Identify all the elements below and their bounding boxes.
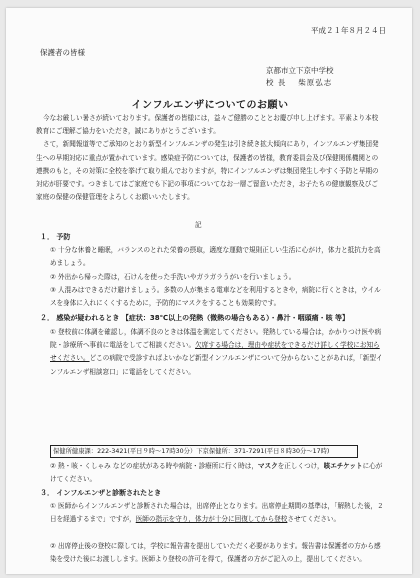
section-2-item-1-text-2: どこの病院で受診すればよいかなど新型インフルエンザについて分からないことがあれば，「新型インフルエンザ相談窓口」に電話をしてください。: [50, 354, 383, 376]
recipient-line: 保護者の皆様: [40, 48, 85, 57]
section-3-item-1: [50, 500, 386, 526]
section-2-item-2-text-3: に心がけてください。: [50, 462, 383, 484]
section-2-item-2-text: ② 熱・咳・くしゃみ などの症状がある時や病院・診療所に行く時は，: [50, 462, 258, 470]
document-date: 平成２１年８月２４日: [311, 26, 386, 35]
section-3-item-2: ② 出席停止後の登校に際しては，学校に報告書を提出していただく必要があります。報告書は保護者の方から感染を受けた後にお渡しします。医師より登校の許可を得て，保護者の方がご記入の上，提出してください。: [50, 542, 381, 564]
absence-notice-underlined: 欠席する場合は，理由や症状をできるだけ詳しく学校にお知らせください。: [50, 341, 380, 363]
mask-emphasis: マスク: [257, 462, 278, 470]
section-1-heading: １． 予防: [40, 233, 71, 241]
section-2-heading: ２． 感染が疑われるとき 【症状：38℃以上の発熱（微熱の場合もある）・鼻汁・咽頭痛・咳 等】: [40, 314, 350, 322]
section-1-item-1: ① 十分な休養と睡眠，バランスのとれた栄養の摂取，適度な運動で規則正しい生活に心がけ，体力と抵抗力を高めましょう。: [50, 246, 381, 268]
section-3-heading: ３． インフルエンザと診断されたとき: [40, 489, 162, 497]
section-2-item-2: [50, 460, 386, 486]
document-title: インフルエンザについてのお願い: [131, 100, 289, 111]
section-1-item-3: ③ 人混みはできるだけ避けましょう。多数の人が集まる電車などを利用するときや，病院に行くときは，ウイルスを身体に入れにくくするために，予防的にマスクをすることも効果的です。: [50, 286, 381, 308]
doctor-instruction-underlined: 医師の指示を守り，体力が十分に回復してから登校: [135, 515, 288, 524]
section-3-item-1-text-2: させてください。: [287, 515, 341, 524]
section-3-item-1-text: ① 医師からインフルエンザと診断された場合は，出席停止となります。出席停止期間の基準は，「解熱した後，２日を経過するまで」ですが，: [50, 502, 384, 524]
school-name: 京都市立下京中学校: [266, 66, 334, 75]
section-2-item-2-text-2: を正しくつけ，: [277, 462, 324, 470]
ki-marker: 記: [195, 221, 202, 229]
intro-paragraph-1: 今なお厳しい暑さが続いております。保護者の皆様には，益々ご健勝のこととお慶び申し上げます。平素より本校教育にご理解ご協力をいただき，誠にありがとうございます。: [36, 114, 379, 136]
intro-text: [36, 112, 384, 204]
cough-etiquette-emphasis: 咳エチケット: [323, 462, 363, 470]
contact-info-box: 保健所健康課：222-3421(平日９時～17時30分）下京保健所：371-7291(平日８時30分～17時): [50, 445, 358, 458]
section-2-item-1: [50, 326, 386, 379]
principal-name: 校 長 柴原弘志: [266, 78, 333, 87]
section-1-item-2: ② 外出から帰った際は，石けんを使った手洗いやガラガラうがいを行いましょう。: [50, 273, 296, 281]
intro-paragraph-2: さて，新聞報道等でご承知のとおり新型インフルエンザの発生は引き続き拡大傾向にあり，インフルエンザ集団発生への早期対応に重点が置かれています。感染症予防については，保護者の皆様，教育委員会及び保健関係機関との連携のもと，その対策に全校を挙げて取り組んでおりますが，特にインフルエンザは集団発生しやすく予防と早期の対応が肝要です。つきましてはご家庭でも下記の事項についてなお一層ご留意いただき，お子たちの健康観察及びご家庭の保健の保健管理をよろしくお願いいたします。: [36, 140, 379, 202]
section-2-item-1-text: ① 登校前に体調を確認し，体調不良のときは体温を測定してください。発熱している場合は，かかりつけ医や病院・診療所へ事前に電話をしてご相談ください。: [50, 328, 382, 350]
